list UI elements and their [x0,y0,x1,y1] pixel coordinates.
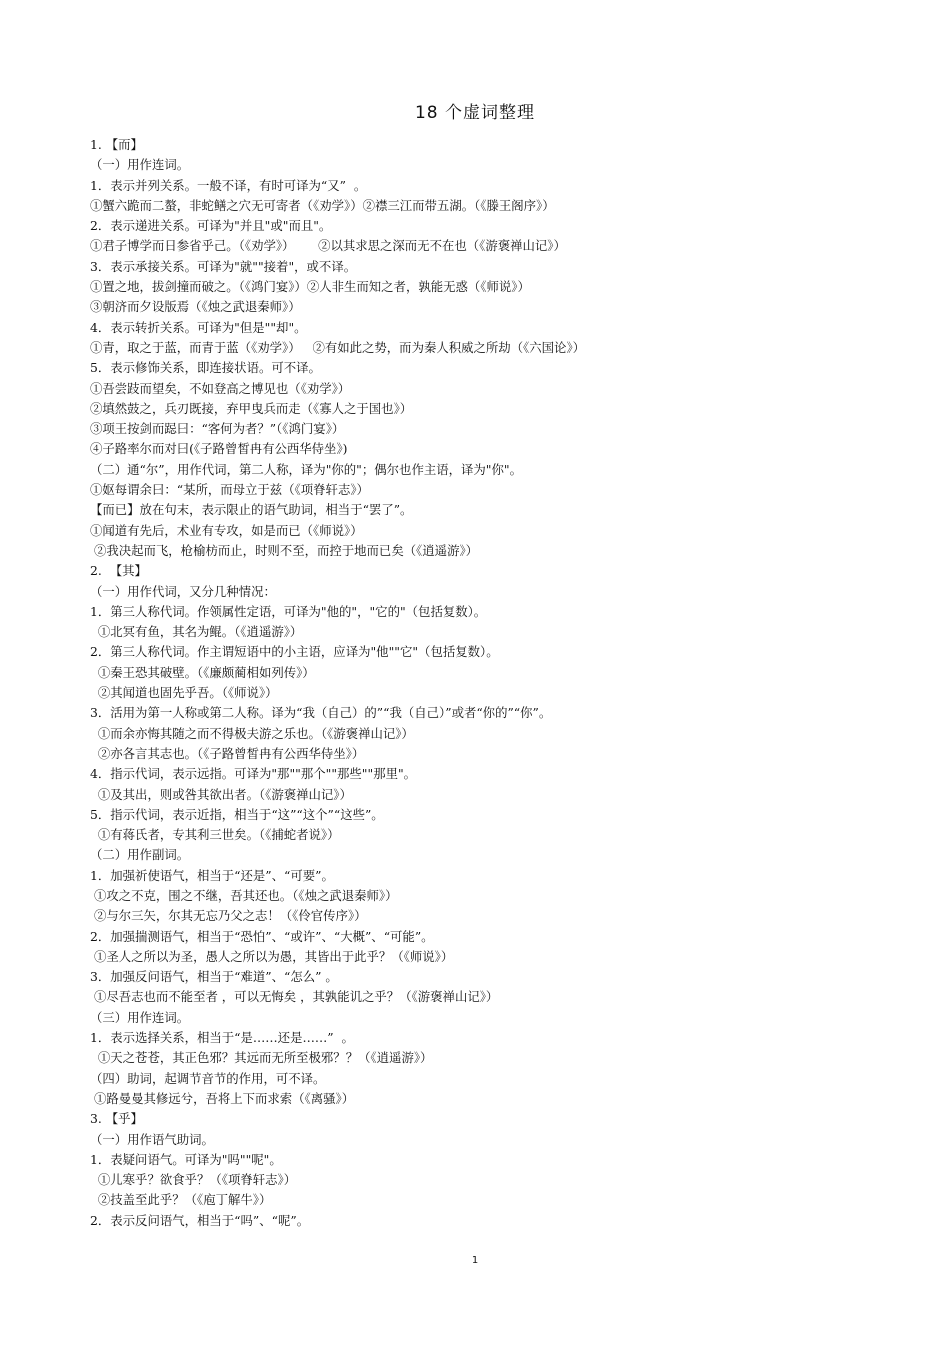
text-line: ①妪每谓余曰：“某所，而母立于兹（《项脊轩志》） [90,482,369,498]
text-line: （三）用作连词。 [90,1009,190,1025]
text-line: ①青，取之于蓝，而青于蓝（《劝学》） ②有如此之势，而为秦人积威之所劫（《六国论》） [90,339,586,355]
text-line: 2．加强揣测语气，相当于“恐怕”、“或许”、“大概”、“可能”。 [90,928,434,944]
text-line: 1．加强祈使语气，相当于“还是”、“可要”。 [90,867,334,883]
text-line: 3．活用为第一人称或第二人称。译为“我（自己）的”“我（自己）”或者“你的”“你”。 [90,705,552,721]
text-line: ②填然鼓之，兵刃既接，弃甲曳兵而走（《寡人之于国也》） [90,400,413,416]
text-line: 1．表疑问语气。可译为"吗""呢"。 [90,1151,282,1167]
text-line: ②与尔三矢，尔其无忘乃父之志！（《伶官传序》） [90,908,367,924]
text-line: ②亦各言其志也。（《子路曾皙冉有公西华侍坐》） [90,745,365,761]
page-title: 18 个虚词整理 [414,103,536,123]
text-line: ①北冥有鱼，其名为鲲。（《逍遥游》） [90,624,303,640]
text-line: 3．表示承接关系。可译为"就""接着"，或不译。 [90,258,357,274]
text-line: （一）用作语气助词。 [90,1131,214,1147]
text-line: ①蟹六跪而二螯，非蛇鳝之穴无可寄者（《劝学》）②襟三江而带五湖。（《滕王阁序》） [90,197,555,213]
text-line: 3. 【乎】 [90,1111,143,1127]
text-line: ③项王按剑而跽曰：“客何为者？”（《鸿门宴》） [90,421,345,437]
document-body [90,135,890,1231]
text-line: （一）用作连词。 [90,157,190,173]
text-line: ③朝济而夕设版焉（《烛之武退秦师》） [90,299,301,315]
text-line: 1．表示并列关系。一般不译，有时可译为“又” 。 [90,177,367,193]
text-line: ②我决起而飞，枪榆枋而止，时则不至，而控于地而已矣（《逍遥游》） [90,542,479,558]
page-number: 1 [471,1255,479,1266]
text-line: （四）助词，起调节音节的作用，可不译。 [90,1070,326,1086]
text-line: ②技盖至此乎？（《庖丁解牛》） [90,1192,272,1208]
text-line: 3．加强反问语气，相当于“难道”、“怎么” 。 [90,969,338,985]
text-line: ④子路率尔而对曰(《子路曾皙冉有公西华侍坐》) [90,441,348,457]
text-line: ①路曼曼其修远兮，吾将上下而求索（《离骚》） [90,1090,355,1106]
text-line: 1. 【而】 [90,137,143,152]
text-line: 【而已】放在句末，表示限止的语气助词，相当于“罢了”。 [90,502,413,518]
text-line: 1．第三人称代词。作领属性定语，可译为"他的"，"它的"（包括复数）。 [90,603,487,619]
text-line: （二）通“尔”，用作代词，第二人称，译为"你的"；偶尔也作主语，译为"你"。 [90,461,522,477]
text-line: ①尽吾志也而不能至者 ，可以无悔矣 ，其孰能讥之乎？（《游褒禅山记》） [90,989,499,1005]
text-line: （一）用作代词，又分几种情况： [90,583,276,599]
text-line: ①置之地，拔剑撞而破之。（《鸿门宴》）②人非生而知之者，孰能无惑（《师说》） [90,279,530,295]
text-line: ①吾尝跂而望矣，不如登高之博见也（《劝学》） [90,380,351,396]
text-line: 1．表示选择关系，相当于“是……还是……” 。 [90,1030,354,1046]
text-line: 2．第三人称代词。作主谓短语中的小主语，应译为"他""它"（包括复数）。 [90,644,499,660]
text-line: ②其闻道也固先乎吾。（《师说》） [90,685,278,701]
text-line: 2．表示递进关系。可译为"并且"或"而且"。 [90,218,332,234]
text-line: 2. 【其】 [90,563,147,579]
text-line: 4．指示代词，表示远指。可译为"那""那个""那些""那里"。 [90,766,417,782]
text-line: ①攻之不克，围之不继，吾其还也。（《烛之武退秦师》） [90,887,398,903]
text-line: ①闻道有先后，术业有专攻，如是而已（《师说》） [90,522,363,538]
text-line: 5．指示代词，表示近指，相当于“这”“这个”“这些”。 [90,806,384,822]
text-line: ①有蒋氏者，专其利三世矣。（《捕蛇者说》） [90,827,340,843]
text-line: 4．表示转折关系。可译为"但是""却"。 [90,319,307,335]
text-line: ①及其出，则或咎其欲出者。（《游褒禅山记》） [90,786,352,802]
text-line: 5．表示修饰关系，即连接状语。可不译。 [90,360,321,376]
text-line: ①圣人之所以为圣，愚人之所以为愚，其皆出于此乎？（《师说》） [90,948,454,964]
text-line: ①儿寒乎？欲食乎？（《项脊轩志》） [90,1172,297,1188]
text-line: 2．表示反问语气，相当于“吗”、“呢”。 [90,1212,310,1228]
text-line: ①天之苍苍，其正色邪？其远而无所至极邪？？（《逍遥游》） [90,1050,433,1066]
text-line: ①而余亦悔其随之而不得极夫游之乐也。（《游褒禅山记》） [90,725,414,741]
text-line: （二）用作副词。 [90,847,190,863]
text-line: ①君子博学而日参省乎己。（《劝学》） ②以其求思之深而无不在也（《游褒禅山记》） [90,238,566,254]
text-line: ①秦王恐其破壁。（《廉颇蔺相如列传》） [90,664,315,680]
